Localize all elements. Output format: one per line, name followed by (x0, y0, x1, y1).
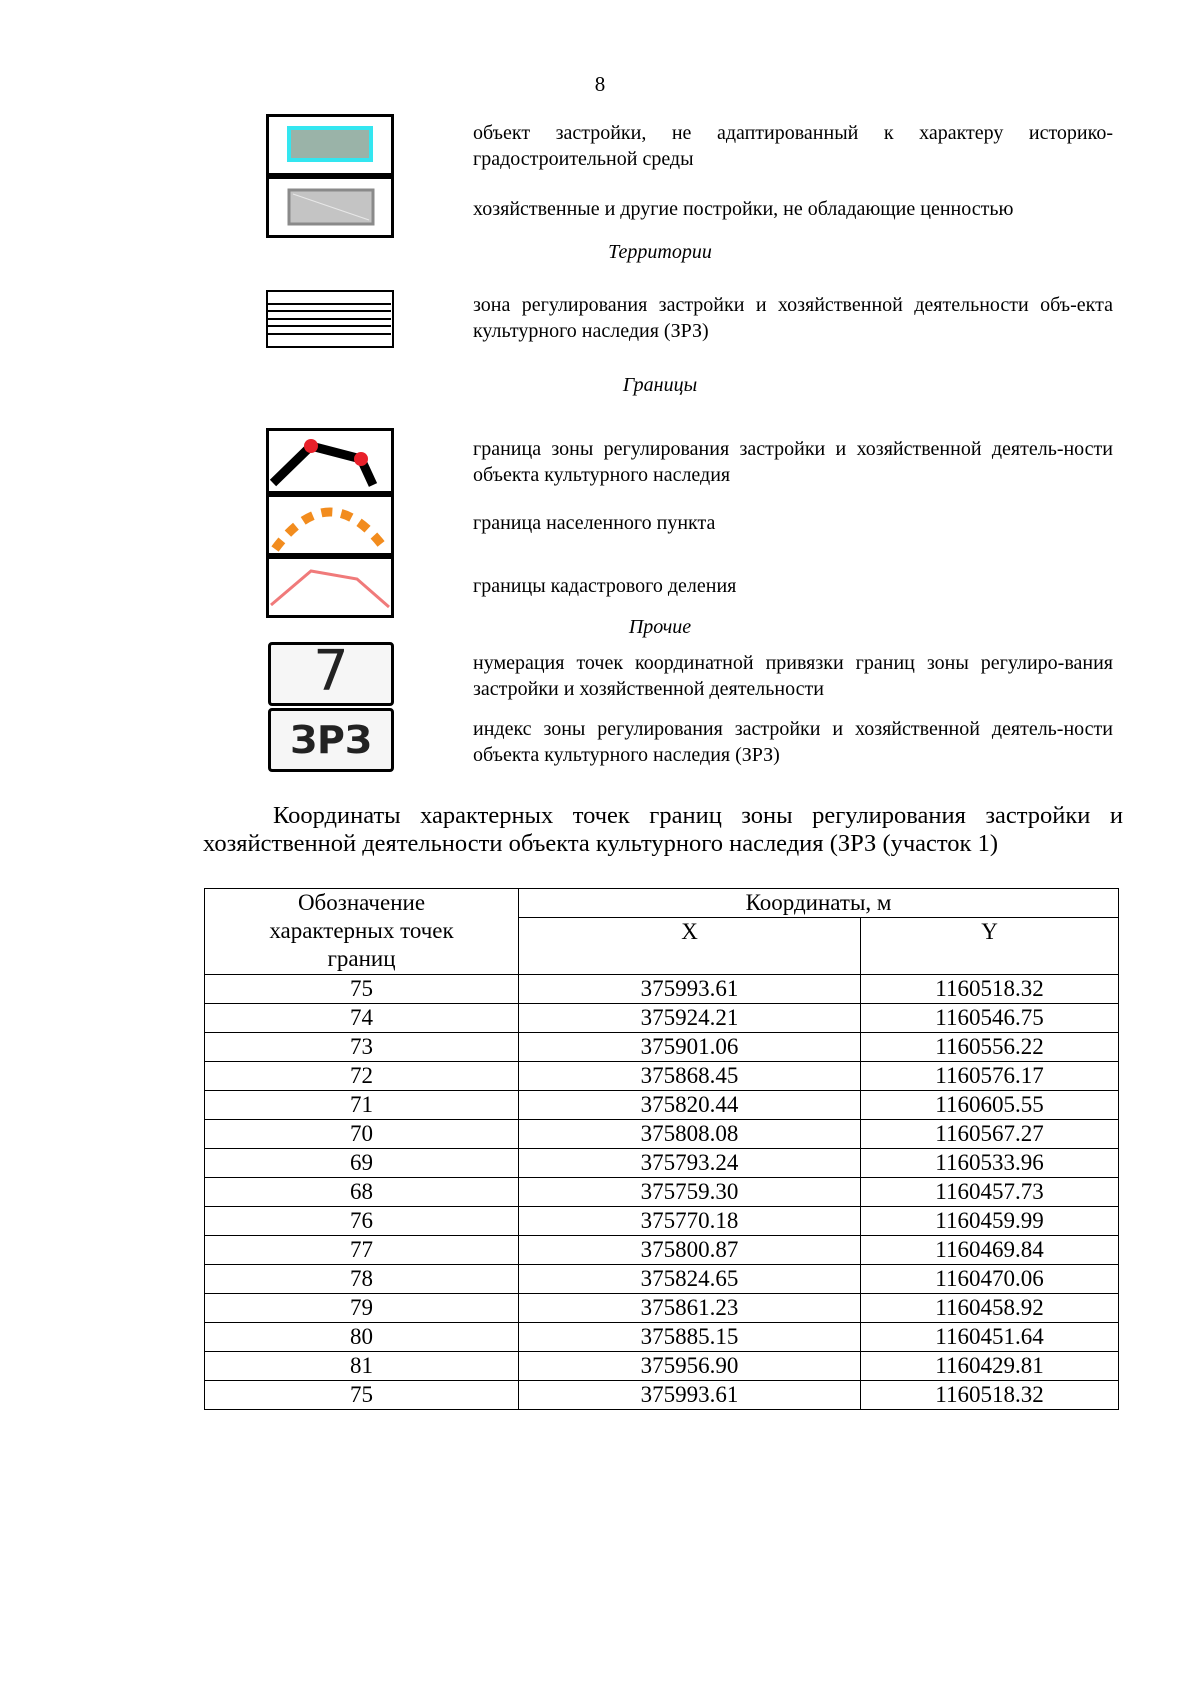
cell-point: 70 (205, 1120, 519, 1149)
cell-y: 1160576.17 (861, 1062, 1119, 1091)
legend-text-zone-index: индекс зоны регулирования застройки и хозяйственной деятель-ности объекта культурного наследия (ЗРЗ) (473, 718, 1113, 766)
table-row (205, 1381, 1119, 1410)
table-row (205, 975, 1119, 1004)
header-x: X (519, 918, 861, 975)
table-row (205, 1033, 1119, 1062)
hatched-lines-icon (266, 290, 394, 348)
legend-text-point-numbering: нумерация точек координатной привязки границ зоны регулиро-вания застройки и хозяйственной деятельности (473, 652, 1113, 700)
header-coords: Координаты, м (519, 889, 1119, 918)
legend-text-cadastral-border: границы кадастрового деления (473, 575, 737, 597)
cell-y: 1160429.81 (861, 1352, 1119, 1381)
section-title-territories: Территории (608, 241, 712, 263)
table-title: Координаты характерных точек границ зоны регулирования застройки и хозяйственной деятельности объекта культурного наследия (ЗРЗ (участок 1) (203, 802, 1123, 857)
cell-x: 375924.21 (519, 1004, 861, 1033)
table-row (205, 1207, 1119, 1236)
cell-y: 1160567.27 (861, 1120, 1119, 1149)
cell-point: 80 (205, 1323, 519, 1352)
legend-text-settlement-border: граница населенного пункта (473, 512, 716, 534)
table-row (205, 1091, 1119, 1120)
cell-x: 375820.44 (519, 1091, 861, 1120)
cell-y: 1160457.73 (861, 1178, 1119, 1207)
coordinates-table (204, 888, 1119, 1410)
zone-index-label-icon (268, 708, 394, 772)
cell-x: 375885.15 (519, 1323, 861, 1352)
cell-y: 1160605.55 (861, 1091, 1119, 1120)
cell-x: 375956.90 (519, 1352, 861, 1381)
header-point-text: Обозначение характерных точек границ (269, 890, 454, 971)
cell-x: 375993.61 (519, 975, 861, 1004)
cell-x: 375793.24 (519, 1149, 861, 1178)
cell-point: 73 (205, 1033, 519, 1062)
cell-y: 1160458.92 (861, 1294, 1119, 1323)
cell-point: 68 (205, 1178, 519, 1207)
table-row (205, 1004, 1119, 1033)
cell-y: 1160451.64 (861, 1323, 1119, 1352)
page-number: 8 (594, 72, 606, 96)
cell-x: 375993.61 (519, 1381, 861, 1410)
table-row (205, 1265, 1119, 1294)
cell-point: 75 (205, 975, 519, 1004)
table-row (205, 1120, 1119, 1149)
cell-y: 1160533.96 (861, 1149, 1119, 1178)
cell-y: 1160518.32 (861, 975, 1119, 1004)
cell-x: 375861.23 (519, 1294, 861, 1323)
cell-y: 1160546.75 (861, 1004, 1119, 1033)
section-title-borders: Границы (622, 374, 698, 396)
cell-x: 375770.18 (519, 1207, 861, 1236)
cell-y: 1160556.22 (861, 1033, 1119, 1062)
cell-point: 72 (205, 1062, 519, 1091)
number-label-icon (268, 639, 394, 706)
cell-point: 71 (205, 1091, 519, 1120)
gray-rect-icon (266, 176, 394, 238)
cell-point: 81 (205, 1352, 519, 1381)
cell-point: 74 (205, 1004, 519, 1033)
cell-x: 375901.06 (519, 1033, 861, 1062)
legend-text-outbuildings: хозяйственные и другие постройки, не обладающие ценностью (473, 198, 1014, 220)
header-y: Y (861, 918, 1119, 975)
cell-x: 375824.65 (519, 1265, 861, 1294)
cell-point: 77 (205, 1236, 519, 1265)
cell-y: 1160469.84 (861, 1236, 1119, 1265)
table-row (205, 1236, 1119, 1265)
table-row (205, 1062, 1119, 1091)
table-row (205, 1352, 1119, 1381)
legend-text-nonadapted-building: объект застройки, не адаптированный к характеру историко-градостроительной среды (473, 122, 1113, 170)
table-row (205, 1323, 1119, 1352)
header-point (205, 889, 519, 975)
cell-point: 69 (205, 1149, 519, 1178)
zone-index-label-text: ЗРЗ (290, 718, 372, 762)
pink-polyline-icon (266, 556, 394, 618)
orange-dashed-arc-icon (266, 494, 394, 556)
table-row (205, 1178, 1119, 1207)
legend-text-zrz-zone: зона регулирования застройки и хозяйственной деятельности объ-екта культурного наследия (ЗРЗ) (473, 294, 1113, 342)
legend-text-zrz-border: граница зоны регулирования застройки и хозяйственной деятель-ности объекта культурного наследия (473, 438, 1113, 486)
cell-x: 375868.45 (519, 1062, 861, 1091)
black-red-dot-polyline-icon (266, 428, 394, 494)
cell-point: 78 (205, 1265, 519, 1294)
cell-point: 75 (205, 1381, 519, 1410)
cell-y: 1160459.99 (861, 1207, 1119, 1236)
table-row (205, 1294, 1119, 1323)
table-row (205, 1149, 1119, 1178)
section-title-other: Прочие (628, 616, 692, 638)
cell-x: 375759.30 (519, 1178, 861, 1207)
cell-x: 375808.08 (519, 1120, 861, 1149)
cell-point: 76 (205, 1207, 519, 1236)
number-label-text: 7 (313, 639, 349, 704)
cell-y: 1160470.06 (861, 1265, 1119, 1294)
cell-x: 375800.87 (519, 1236, 861, 1265)
cell-point: 79 (205, 1294, 519, 1323)
cell-y: 1160518.32 (861, 1381, 1119, 1410)
cyan-frame-gray-rect-icon (266, 114, 394, 176)
coordinates-table-body (205, 975, 1119, 1410)
